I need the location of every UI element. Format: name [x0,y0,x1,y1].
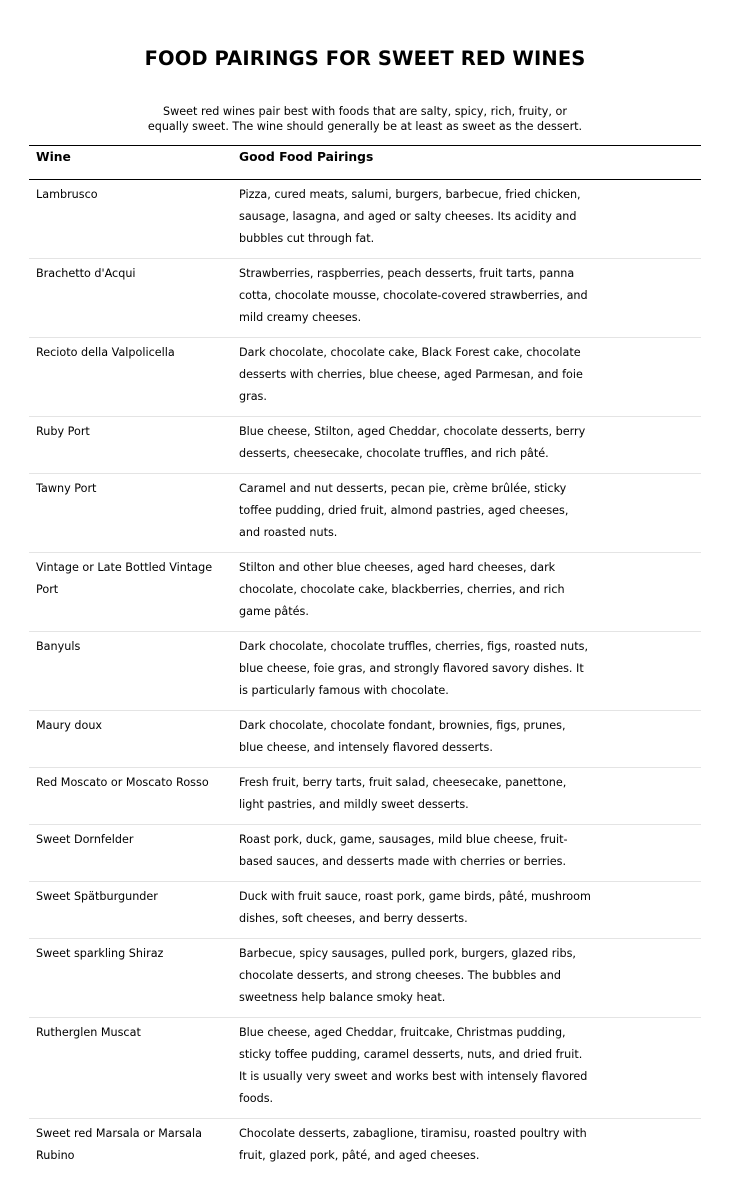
food-pairing-cell: Duck with fruit sauce, roast pork, game birds, pâté, mushroom dishes, soft cheeses, and berry desserts. [239,890,591,925]
food-pairing-cell: Roast pork, duck, game, sausages, mild blue cheese, fruit-based sauces, and desserts made with cherries or berries. [239,833,568,868]
wine-cell: Brachetto d'Acqui [36,267,136,280]
wine-cell: Red Moscato or Moscato Rosso [36,776,209,789]
table-row [29,768,701,825]
intro-text [0,104,730,134]
wine-cell: Ruby Port [36,425,90,438]
table-header-row [29,146,701,180]
food-pairing-cell: Chocolate desserts, zabaglione, tiramisu, roasted poultry with fruit, glazed pork, pâté, and aged cheeses. [239,1127,587,1162]
wine-cell: Sweet Dornfelder [36,833,134,846]
food-pairing-cell: Strawberries, raspberries, peach desserts, fruit tarts, panna cotta, chocolate mousse, chocolate-covered strawberries, and mild creamy cheeses. [239,267,588,324]
food-pairing-cell: Dark chocolate, chocolate truffles, cherries, figs, roasted nuts, blue cheese, foie gras, and strongly flavored savory dishes. It is particularly famous with chocolate. [239,640,589,697]
table-row [29,939,701,1018]
wine-cell: Rutherglen Muscat [36,1026,141,1039]
food-pairing-cell: Caramel and nut desserts, pecan pie, crème brûlée, sticky toffee pudding, dried fruit, almond pastries, aged cheeses, and roasted nuts. [239,482,569,539]
food-pairing-cell: Blue cheese, aged Cheddar, fruitcake, Christmas pudding, sticky toffee pudding, caramel desserts, nuts, and dried fruit. It is usually very sweet and works best with intensely flavored foods. [239,1026,588,1105]
intro-line-2: equally sweet. The wine should generally be at least as sweet as the dessert. [147,120,583,133]
food-pairing-cell: Pizza, cured meats, salumi, burgers, barbecue, fried chicken, sausage, lasagna, and aged or salty cheeses. Its acidity and bubbles cut through fat. [239,188,581,245]
table-row [29,825,701,882]
food-pairing-cell: Dark chocolate, chocolate cake, Black Forest cake, chocolate desserts with cherries, blue cheese, aged Parmesan, and foie gras. [239,346,583,403]
header-food-pairings: Good Food Pairings [239,150,374,164]
wine-cell: Vintage or Late Bottled Vintage Port [36,561,213,596]
table-row [29,632,701,711]
header-wine: Wine [36,150,71,164]
table-row [29,882,701,939]
wine-cell: Sweet sparkling Shiraz [36,947,164,960]
food-pairing-cell: Stilton and other blue cheeses, aged hard cheeses, dark chocolate, chocolate cake, blackberries, cherries, and rich game pâtés. [239,561,565,618]
food-pairing-cell: Barbecue, spicy sausages, pulled pork, burgers, glazed ribs, chocolate desserts, and strong cheeses. The bubbles and sweetness help balance smoky heat. [239,947,576,1004]
wine-cell: Tawny Port [36,482,97,495]
wine-cell: Lambrusco [36,188,98,201]
table-row [29,1119,701,1176]
table-row [29,553,701,632]
page-title: FOOD PAIRINGS FOR SWEET RED WINES [144,47,586,70]
food-pairing-cell: Blue cheese, Stilton, aged Cheddar, chocolate desserts, berry desserts, cheesecake, chocolate truffles, and rich pâté. [239,425,586,460]
table-row [29,259,701,338]
pairings-table [29,145,701,1175]
wine-cell: Sweet Spätburgunder [36,890,158,903]
table-row [29,711,701,768]
food-pairing-cell: Fresh fruit, berry tarts, fruit salad, cheesecake, panettone, light pastries, and mildly sweet desserts. [239,776,567,811]
food-pairing-cell: Dark chocolate, chocolate fondant, brownies, figs, prunes, blue cheese, and intensely flavored desserts. [239,719,566,754]
wine-cell: Maury doux [36,719,103,732]
wine-cell: Sweet red Marsala or Marsala Rubino [36,1127,202,1162]
wine-cell: Banyuls [36,640,81,653]
wine-cell: Recioto della Valpolicella [36,346,175,359]
table-row [29,417,701,474]
intro-line-1: Sweet red wines pair best with foods that are salty, spicy, rich, fruity, or [163,105,567,118]
table-row [29,1018,701,1119]
table-row [29,474,701,553]
table-row [29,180,701,259]
table-row [29,338,701,417]
